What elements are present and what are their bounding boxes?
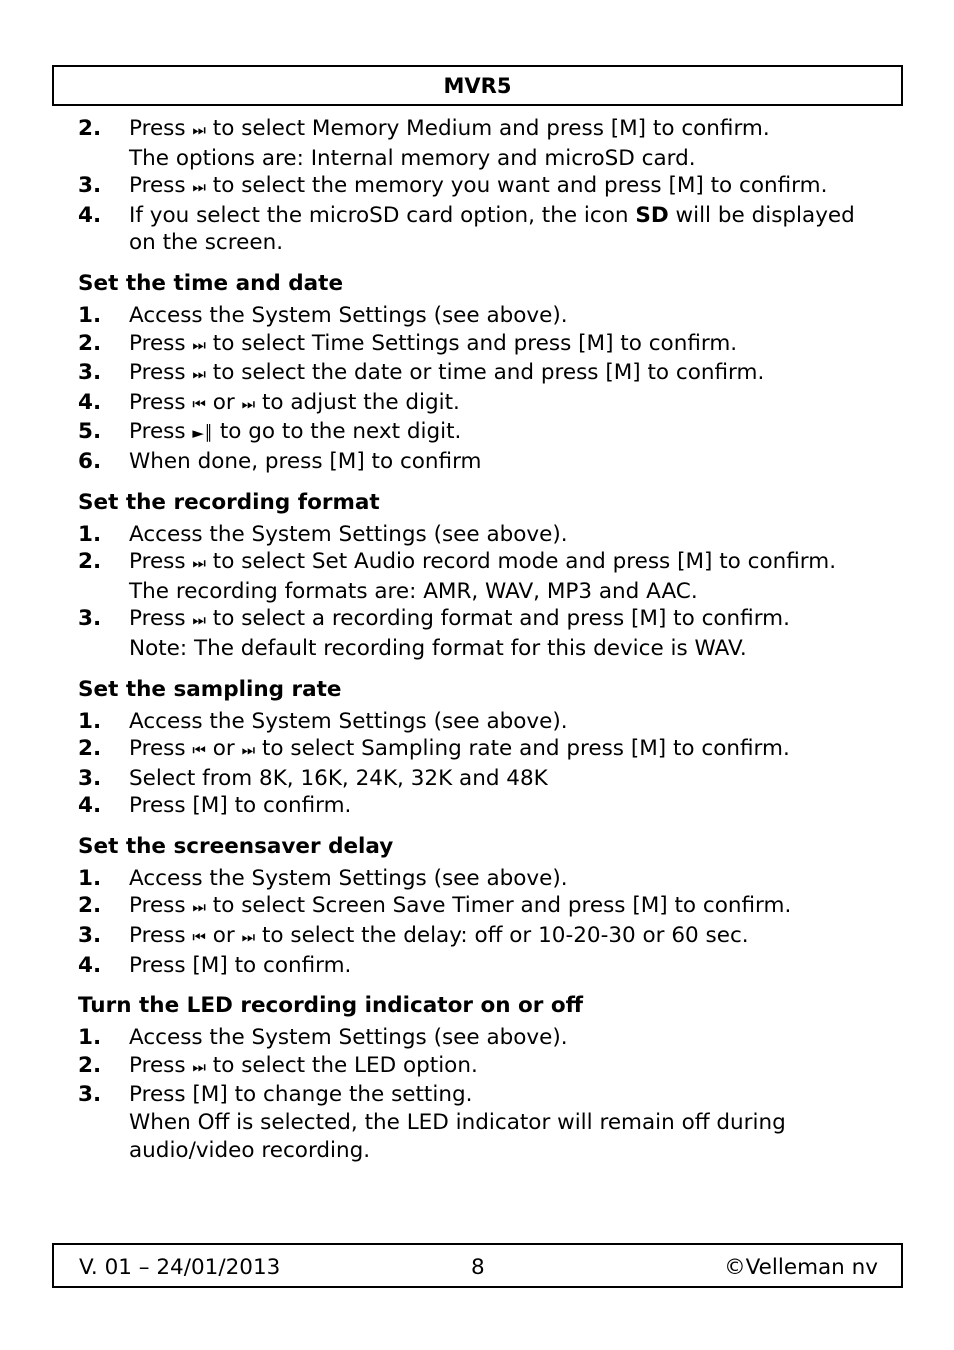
step-text-run: to adjust the digit. (255, 389, 460, 415)
next-icon: ⏭ (192, 178, 206, 197)
list-item (0, 922, 954, 952)
section-heading: Set the screensaver delay (78, 833, 394, 859)
list-item (0, 1052, 954, 1082)
step-text-run: Access the System Settings (see above). (129, 1025, 568, 1051)
step-text-run: to go to the next digit. (213, 419, 462, 445)
step-number: 4. (78, 202, 102, 228)
list-item (0, 172, 954, 202)
section-heading: Set the sampling rate (78, 676, 342, 702)
step-number: 3. (78, 173, 102, 199)
step-text (129, 521, 869, 549)
list-item (0, 952, 954, 980)
step-note: Note: The default recording format for this device is WAV. (129, 635, 747, 661)
step-number: 1. (78, 865, 102, 891)
step-number: 1. (78, 302, 102, 328)
list-item (0, 202, 954, 257)
list-item (0, 708, 954, 736)
step-number: 2. (78, 736, 102, 762)
step-text-run: Press [M] to confirm. (129, 952, 352, 978)
step-text (129, 202, 869, 257)
step-text-run: or (205, 736, 242, 762)
step-text-run: Access the System Settings (see above). (129, 302, 568, 328)
step-text-run: Press (129, 549, 193, 575)
step-number: 4. (78, 952, 102, 978)
step-text-run: When done, press [M] to confirm (129, 448, 482, 474)
footer-version: V. 01 – 24/01/2013 (79, 1255, 281, 1280)
next-icon: ⏭ (192, 1057, 206, 1076)
list-item (0, 1081, 954, 1164)
step-text-run: to select Set Audio record mode and press [M] to confirm. (205, 549, 837, 575)
footer-box (52, 1243, 903, 1288)
step-text-run: If you select the microSD card option, the icon (129, 202, 636, 228)
step-number: 4. (78, 793, 102, 819)
next-icon: ⏭ (192, 121, 206, 139)
step-text-run: Press (129, 923, 193, 949)
list-item (0, 302, 954, 330)
section-heading: Set the recording format (78, 489, 380, 515)
list-item (0, 448, 954, 476)
step-text-run: to select the LED option. (205, 1052, 478, 1078)
step-text (129, 115, 869, 172)
step-text-run: Access the System Settings (see above). (129, 708, 568, 734)
step-text (129, 708, 869, 736)
step-text (129, 302, 869, 330)
step-text-run: Press [M] to confirm. (129, 793, 352, 819)
step-text (129, 548, 869, 605)
step-number: 1. (78, 1025, 102, 1051)
list-item (0, 792, 954, 820)
step-number: 2. (78, 116, 102, 141)
step-number: 2. (78, 893, 102, 919)
next-icon: ⏭ (192, 365, 206, 384)
step-text (129, 605, 869, 662)
step-text (129, 765, 869, 793)
list-item (0, 330, 954, 360)
step-text (129, 330, 869, 360)
list-item (0, 389, 954, 419)
step-note: When Off is selected, the LED indicator will remain off during audio/video recording. (129, 1110, 786, 1163)
step-text (129, 172, 869, 202)
step-text-run: Select from 8K, 16K, 24K, 32K and 48K (129, 765, 548, 791)
play-pause-icon: ►║ (192, 424, 213, 443)
step-text-run: Press (129, 419, 193, 445)
next-icon: ⏭ (192, 611, 206, 630)
next-icon: ⏭ (241, 394, 256, 413)
step-text-run: to select a recording format and press [M] to confirm. (205, 606, 790, 632)
step-text-run: Press (129, 1052, 193, 1078)
step-text-run: Press (129, 173, 193, 199)
previous-icon: ⏮ (192, 741, 206, 760)
list-item (0, 765, 954, 793)
step-note: The recording formats are: AMR, WAV, MP3 and AAC. (129, 578, 698, 604)
step-number: 3. (78, 1082, 102, 1108)
step-text-run: or (205, 389, 242, 415)
step-number: 2. (78, 549, 102, 575)
step-text-run: to select Time Settings and press [M] to confirm. (205, 330, 738, 356)
step-text (129, 1024, 869, 1052)
list-item (0, 359, 954, 389)
step-text (129, 922, 869, 952)
step-text-run: to select Sampling rate and press [M] to confirm. (255, 736, 790, 762)
step-text-run: Press (129, 606, 193, 632)
step-text-run: Access the System Settings (see above). (129, 521, 568, 547)
previous-icon: ⏮ (192, 394, 206, 413)
footer-page-number: 8 (471, 1255, 485, 1280)
list-item (0, 605, 954, 662)
step-number: 3. (78, 765, 102, 791)
instructions-content (0, 115, 954, 1164)
step-text-run: or (205, 923, 242, 949)
step-number: 3. (78, 923, 102, 949)
list-item (0, 548, 954, 605)
step-text-run: to select the date or time and press [M] to confirm. (205, 360, 765, 386)
next-icon: ⏭ (241, 928, 256, 947)
step-text (129, 359, 869, 389)
next-icon: ⏭ (192, 335, 206, 354)
list-item (0, 115, 954, 172)
step-text (129, 792, 869, 820)
step-text (129, 892, 869, 922)
bold-text: SD (635, 202, 669, 228)
step-number: 3. (78, 360, 102, 386)
step-text-run: to select the memory you want and press [M] to confirm. (205, 173, 828, 199)
next-icon: ⏭ (192, 898, 206, 917)
step-number: 2. (78, 1052, 102, 1078)
step-text (129, 865, 869, 893)
step-text-run: Press (129, 330, 193, 356)
step-text-run: to select Memory Medium and press [M] to confirm. (205, 116, 770, 141)
step-text-run: Press (129, 360, 193, 386)
header-box (52, 65, 903, 106)
step-text (129, 1052, 869, 1082)
step-note: The options are: Internal memory and microSD card. (129, 145, 696, 171)
step-text-run: Press (129, 736, 193, 762)
step-text-run: Press (129, 116, 193, 141)
step-text-run: to select Screen Save Timer and press [M] to confirm. (205, 893, 792, 919)
step-number: 2. (78, 330, 102, 356)
step-text-run: to select the delay: off or 10-20-30 or 60 sec. (255, 923, 749, 949)
list-item (0, 735, 954, 765)
step-number: 1. (78, 708, 102, 734)
step-number: 4. (78, 389, 102, 415)
step-text (129, 735, 869, 765)
step-text (129, 1081, 869, 1164)
section-heading: Turn the LED recording indicator on or off (78, 993, 584, 1019)
footer-copyright: ©Velleman nv (724, 1255, 878, 1280)
list-item (0, 865, 954, 893)
document-title: MVR5 (443, 73, 512, 98)
step-number: 3. (78, 606, 102, 632)
step-number: 5. (78, 419, 102, 445)
list-item (0, 521, 954, 549)
step-number: 1. (78, 521, 102, 547)
list-item (0, 418, 954, 448)
next-icon: ⏭ (192, 554, 206, 573)
previous-icon: ⏮ (192, 928, 206, 947)
step-text-run: Press [M] to change the setting. (129, 1082, 473, 1108)
step-text (129, 389, 869, 419)
step-text (129, 952, 869, 980)
step-text (129, 418, 869, 448)
step-text-run: will be displayed on the screen. (129, 202, 855, 256)
list-item (0, 892, 954, 922)
step-text-run: Press (129, 893, 193, 919)
step-text-run: Press (129, 389, 193, 415)
next-icon: ⏭ (241, 741, 256, 760)
step-text (129, 448, 869, 476)
step-number: 6. (78, 448, 102, 474)
step-text-run: Access the System Settings (see above). (129, 865, 568, 891)
section-heading: Set the time and date (78, 270, 344, 296)
list-item (0, 1024, 954, 1052)
